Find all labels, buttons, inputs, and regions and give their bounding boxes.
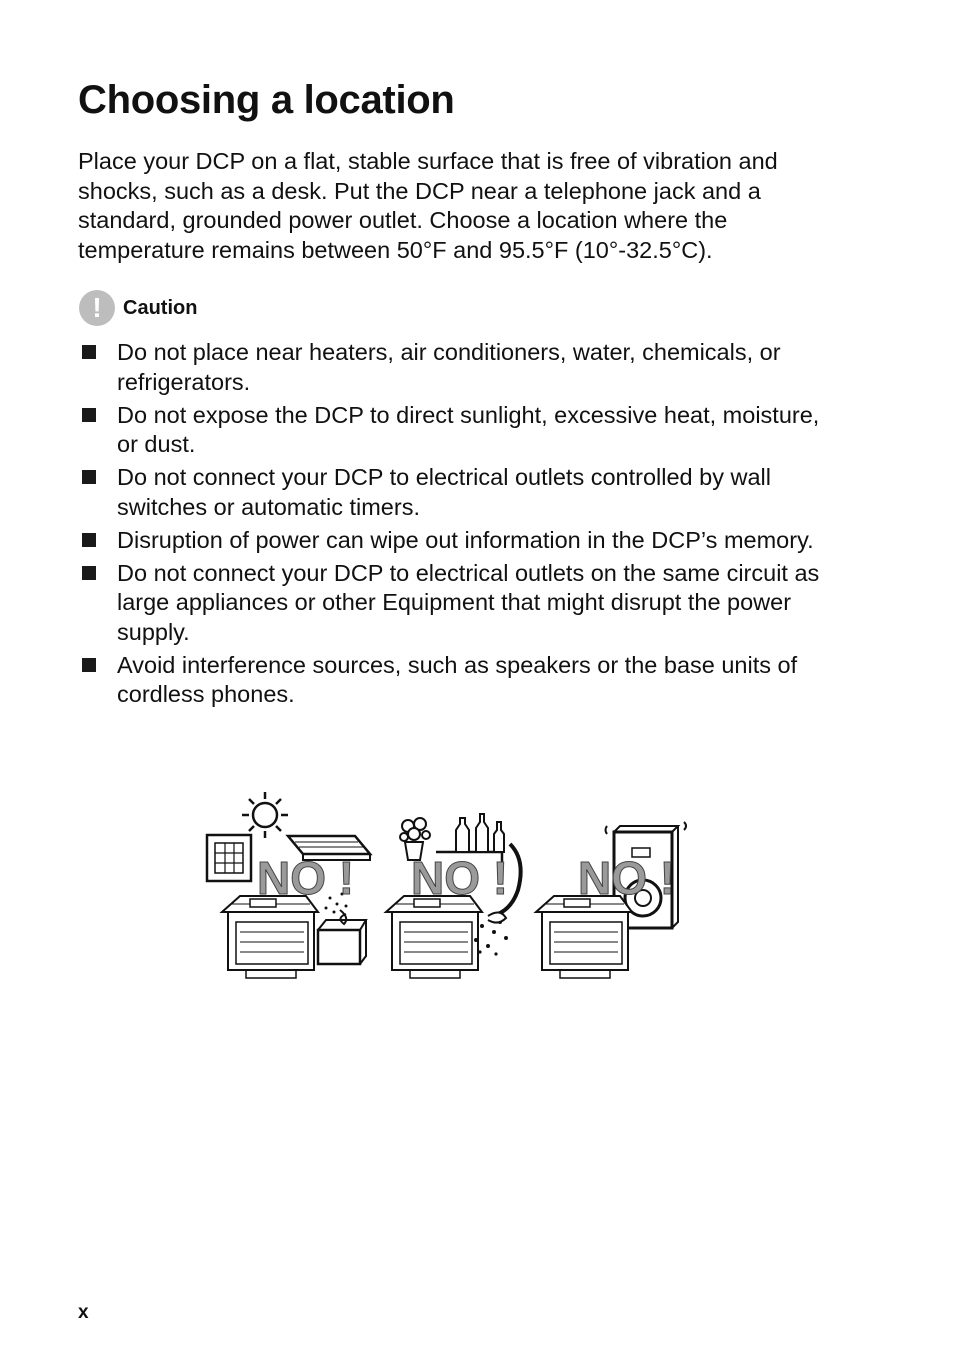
bullet-square-icon	[82, 566, 96, 580]
no-label-3: NO !	[578, 852, 676, 904]
bullet-square-icon	[82, 533, 96, 547]
list-item	[82, 338, 842, 397]
list-item-text: Do not place near heaters, air conditioners, water, chemicals, or refrigerators.	[117, 339, 781, 395]
page-number: x	[78, 1302, 89, 1323]
intro-paragraph: Place your DCP on a flat, stable surface that is free of vibration and shocks, such as a desk. Put the DCP near a telephone jack and a standard, grounded power outlet. Choose a location where the temperature remains between 50°F and 95.5°F (10°-32.5°C).	[78, 148, 778, 263]
list-item	[82, 559, 842, 648]
list-item-text: Do not expose the DCP to direct sunlight, excessive heat, moisture, or dust.	[117, 401, 820, 457]
bullet-square-icon	[82, 408, 96, 422]
no-label-2: NO !	[411, 852, 509, 904]
exclamation-icon: !	[79, 290, 115, 326]
list-item-text: Disruption of power can wipe out information in the DCP’s memory.	[117, 526, 814, 553]
list-item-text: Avoid interference sources, such as speakers or the base units of cordless phones.	[117, 651, 798, 707]
list-item	[82, 401, 842, 460]
no-label-1: NO !	[257, 852, 355, 904]
caution-list	[82, 338, 842, 713]
caution-heading	[79, 290, 197, 326]
bullet-square-icon	[82, 345, 96, 359]
list-item	[82, 463, 842, 522]
bullet-square-icon	[82, 658, 96, 672]
list-item-text: Do not connect your DCP to electrical outlets on the same circuit as large appliances or other Equipment that might disrupt the power supply.	[117, 559, 820, 645]
list-item	[82, 651, 842, 710]
bullet-square-icon	[82, 470, 96, 484]
caution-label: Caution	[123, 296, 198, 319]
location-warning-illustration	[200, 790, 690, 982]
page-title: Choosing a location	[78, 78, 455, 122]
list-item-text: Do not connect your DCP to electrical outlets controlled by wall switches or automatic timers.	[117, 464, 771, 520]
list-item	[82, 526, 842, 556]
